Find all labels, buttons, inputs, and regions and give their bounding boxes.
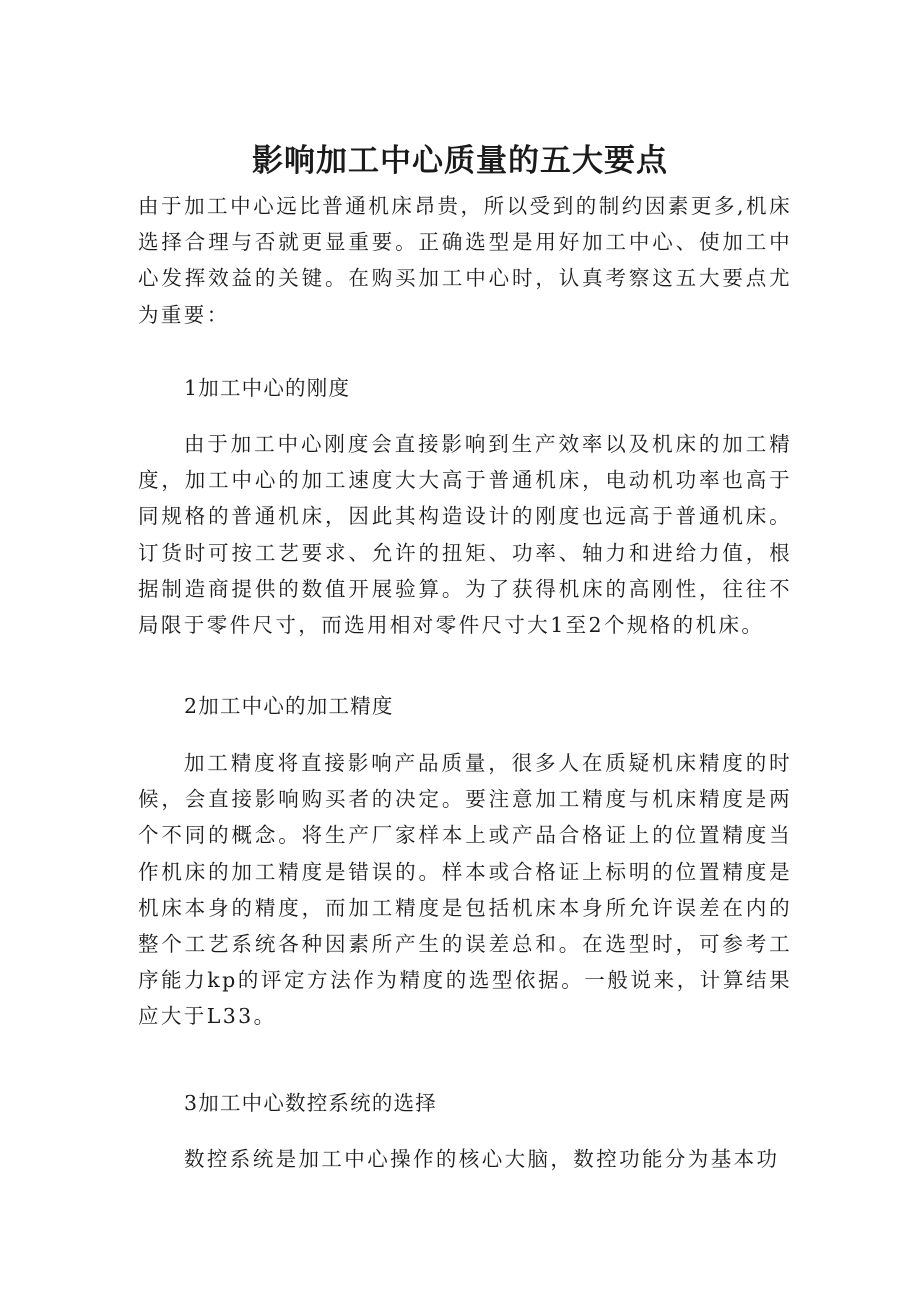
section-2-body: 加工精度将直接影响产品质量，很多人在质疑机床精度的时候，会直接影响购买者的决定。要注意加工精度与机床精度是两个不同的概念。将生产厂家样本上或产品合格证上的位置精度当作机床的加工精度是错误的。样本或合格证上标明的位置精度是机床本身的精度，而加工精度是包括机床本身所允许误差在内的整个工艺系统各种因素所产生的误差总和。在选型时，可参考工序能力kp的评定方法作为精度的选型依据。一般说来，计算结果应大于L33。 [138,751,792,1029]
section-1-body: 由于加工中心刚度会直接影响到生产效率以及机床的加工精度，加工中心的加工速度大大高于普通机床，电动机功率也高于同规格的普通机床，因此其构造设计的刚度也远高于普通机床。订货时可按工艺要求、允许的扭矩、功率、轴力和进给力值，根据制造商提供的数值开展验算。为了获得机床的高刚性，往往不局限于零件尺寸，而选用相对零件尺寸大1至2个规格的机床。 [138,432,792,638]
document-title: 影响加工中心质量的五大要点 [252,142,668,179]
intro-paragraph: 由于加工中心远比普通机床昂贵，所以受到的制约因素更多,机床选择合理与否就更显重要。正确选型是用好加工中心、使加工中心发挥效益的关键。在购买加工中心时，认真考察这五大要点尤为重要： [138,194,792,327]
section-3-body: 数控系统是加工中心操作的核心大脑，数控功能分为基本功 [184,1147,780,1171]
section-3-heading: 3加工中心数控系统的选择 [184,1091,437,1115]
section-2-heading: 2加工中心的加工精度 [184,694,394,718]
section-1-heading: 1加工中心的刚度 [184,376,351,400]
